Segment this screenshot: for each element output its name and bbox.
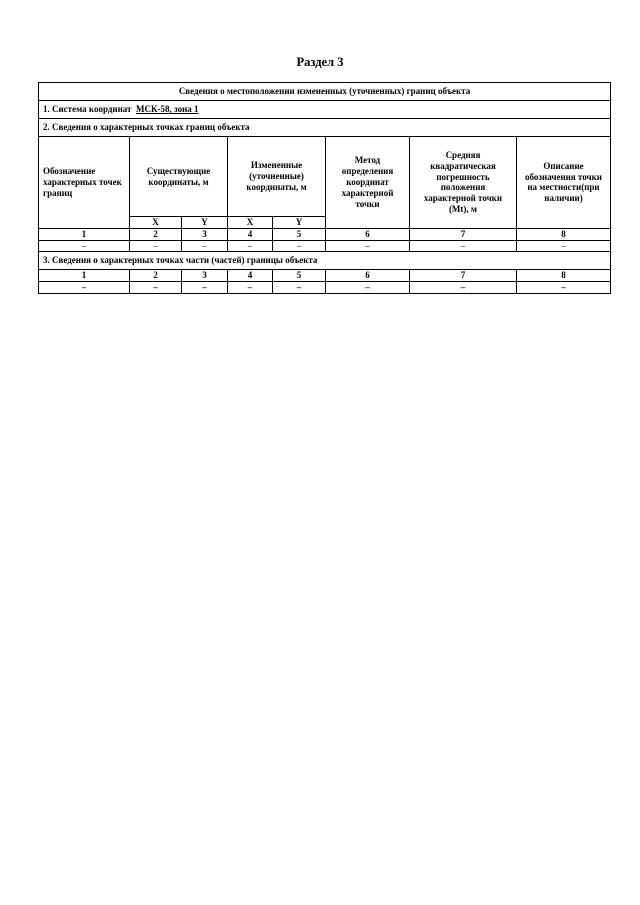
col-method: Метод определения координат характерной точки xyxy=(326,137,410,229)
table-cell: – xyxy=(130,282,182,294)
column-number: 8 xyxy=(517,228,611,240)
coordinate-system-label: 1. Система координат xyxy=(43,104,132,115)
column-number: 2 xyxy=(130,270,182,282)
table-cell: – xyxy=(228,240,273,252)
column-number: 2 xyxy=(130,228,182,240)
col-error: Средняя квадратическая погрешность положения характерной точки (Mt), м xyxy=(410,137,517,229)
column-number: 6 xyxy=(326,270,410,282)
table-cell: – xyxy=(273,240,326,252)
table-row xyxy=(39,240,611,252)
column-number: 5 xyxy=(273,228,326,240)
boundary-points-table xyxy=(38,82,611,294)
col-point-designation: Обозначение характерных точек границ xyxy=(39,137,130,229)
col-existing-coords: Существующие координаты, м xyxy=(130,137,228,217)
column-number: 6 xyxy=(326,228,410,240)
table-cell: – xyxy=(182,282,228,294)
column-number: 7 xyxy=(410,228,517,240)
column-number: 4 xyxy=(228,270,273,282)
table-cell: – xyxy=(39,282,130,294)
page-title: Раздел 3 xyxy=(296,55,344,69)
existing-y-header: Y xyxy=(182,217,228,229)
table-cell: – xyxy=(130,240,182,252)
table-cell: – xyxy=(326,240,410,252)
table-header: Сведения о местоположении измененных (уточненных) границ объекта xyxy=(39,83,611,101)
column-number: 8 xyxy=(517,270,611,282)
existing-x-header: X xyxy=(130,217,182,229)
column-number: 1 xyxy=(39,228,130,240)
section-2-title: 2. Сведения о характерных точках границ объекта xyxy=(39,119,611,137)
table-cell: – xyxy=(273,282,326,294)
table-row xyxy=(39,282,611,294)
column-number: 1 xyxy=(39,270,130,282)
table-cell: – xyxy=(326,282,410,294)
table-cell: – xyxy=(182,240,228,252)
table-cell: – xyxy=(228,282,273,294)
column-number: 4 xyxy=(228,228,273,240)
column-number: 7 xyxy=(410,270,517,282)
column-number: 3 xyxy=(182,270,228,282)
column-number: 3 xyxy=(182,228,228,240)
col-description: Описание обозначения точки на местности(при наличии) xyxy=(517,137,611,229)
table-cell: – xyxy=(517,282,611,294)
table-cell: – xyxy=(410,282,517,294)
column-numbers-row xyxy=(39,228,611,240)
table-cell: – xyxy=(517,240,611,252)
coordinate-system-value: МСК-58, зона 1 xyxy=(135,104,199,115)
changed-x-header: X xyxy=(228,217,273,229)
table-cell: – xyxy=(410,240,517,252)
column-number: 5 xyxy=(273,270,326,282)
section-3-title: 3. Сведения о характерных точках части (частей) границы объекта xyxy=(39,252,611,270)
changed-y-header: Y xyxy=(273,217,326,229)
coordinate-system-row xyxy=(39,101,611,119)
column-numbers-row xyxy=(39,270,611,282)
col-changed-coords: Измененные (уточненные) координаты, м xyxy=(228,137,326,217)
table-cell: – xyxy=(39,240,130,252)
